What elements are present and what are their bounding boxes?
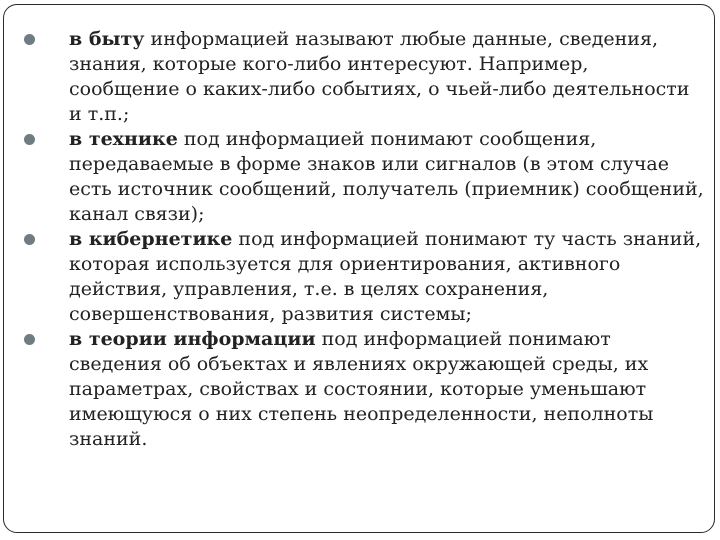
item-lead: в технике [69, 128, 178, 150]
item-lead: в быту [69, 28, 145, 50]
list-item-information-theory [24, 327, 704, 452]
item-text: под информацией понимают сообщения, передаваемые в форме знаков или сигналов (в этом случае есть источник сообщений, получатель (приемник) сообщений, канал связи); [69, 128, 704, 225]
bullet-icon [24, 234, 35, 245]
bullet-icon [24, 334, 35, 345]
item-text: под информацией понимают ту часть знаний, которая используется для ориентирования, активного действия, управления, т.е. в целях сохранения, совершенствования, развития системы; [69, 228, 702, 325]
item-text: под информацией понимают сведения об объектах и явлениях окружающей среды, их параметрах, свойствах и состоянии, которые уменьшают имеющуюся о них степень неопределенности, неполноты знаний. [69, 328, 654, 450]
definition-list [24, 27, 704, 452]
list-item-technology [24, 127, 704, 227]
list-item-everyday [24, 27, 704, 127]
bullet-icon [24, 34, 35, 45]
bullet-icon [24, 134, 35, 145]
item-lead: в теории информации [69, 328, 316, 350]
item-lead: в кибернетике [69, 228, 233, 250]
list-item-cybernetics [24, 227, 704, 327]
slide-frame [3, 4, 715, 533]
item-text: информацией называют любые данные, сведения, знания, которые кого-либо интересуют. Например, сообщение о каких-либо событиях, о чьей-либо деятельности и т.п.; [69, 28, 690, 125]
